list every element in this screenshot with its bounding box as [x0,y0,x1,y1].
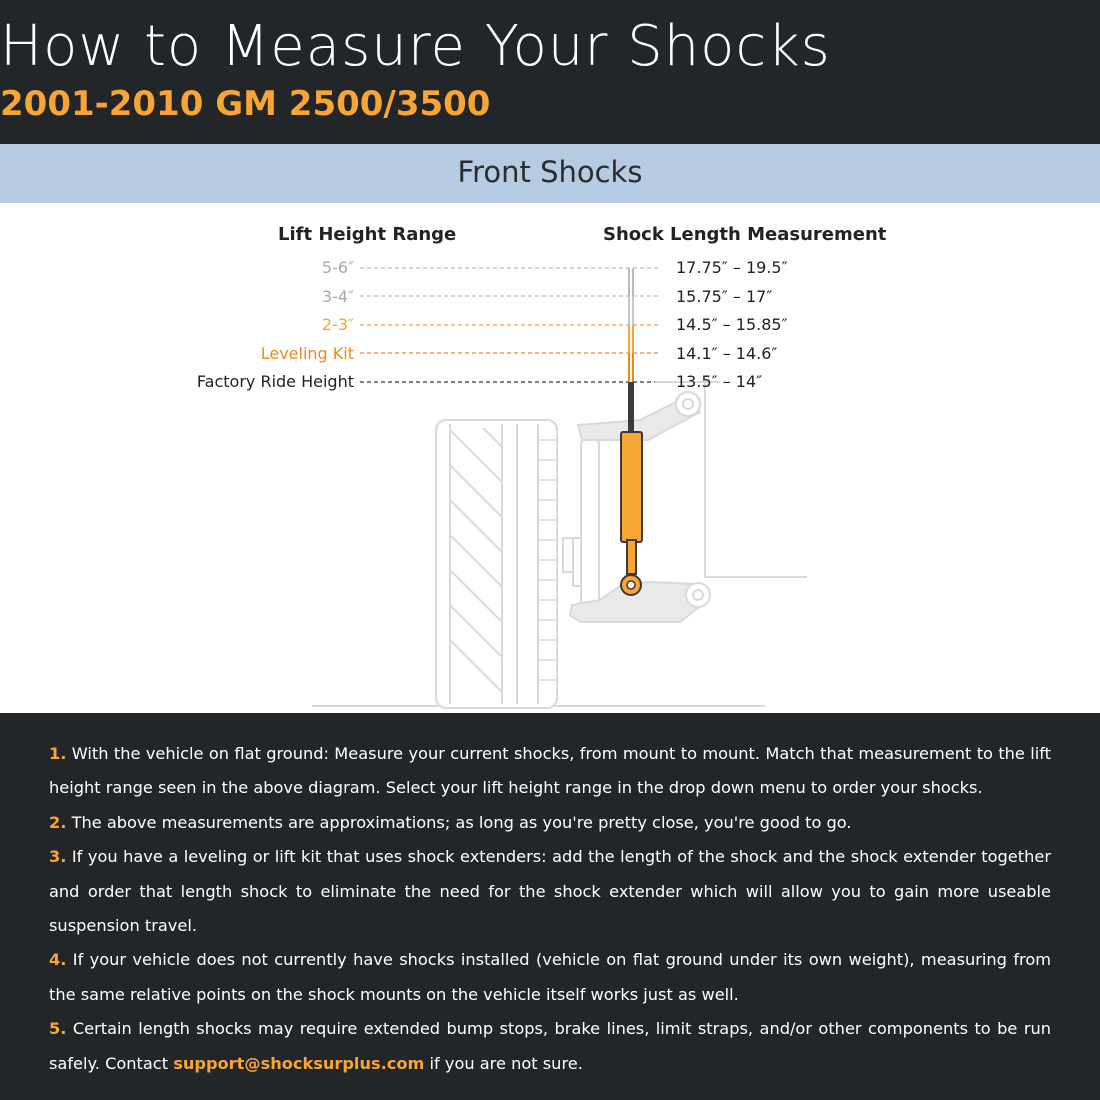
instructions-list [49,737,1051,1081]
shock-extension-marks [629,268,633,382]
instruction-3 [49,840,1051,943]
instruction-text: With the vehicle on flat ground: Measure your current shocks, from mount to mount. Match that measurement to the lift height range seen in the above diagram. Select your lift height range in the drop down menu to order your shocks. [49,744,1051,798]
hub-illustration [563,440,599,610]
shock-length-header: Shock Length Measurement [603,224,887,245]
shock-rod [628,382,634,434]
lift-label-factory: Factory Ride Height [196,372,354,391]
lift-height-header: Lift Height Range [278,224,457,245]
lift-label-5-6: 5-6″ [321,258,354,277]
instruction-number: 1. [49,744,67,763]
support-email-link[interactable]: support@shocksurplus.com [173,1053,425,1073]
page-title: How to Measure Your Shocks [0,14,831,79]
instruction-1 [49,737,1051,806]
lift-label-3-4: 3-4″ [321,287,354,306]
instruction-text: Certain length shocks may require extended bump stops, brake lines, limit straps, and/or other components to be run safely. Contact [49,1019,1051,1073]
instruction-number: 4. [49,950,67,970]
instruction-4 [49,943,1051,1012]
lift-label-2-3: 2-3″ [321,315,354,334]
instruction-number: 5. [49,1019,67,1039]
vehicle-subtitle: 2001-2010 GM 2500/3500 [0,84,491,124]
instruction-text: The above measurements are approximations; as long as you're pretty close, you're good to go. [66,812,852,832]
instruction-5 [49,1012,1051,1081]
instruction-text-end: if you are not sure. [424,1053,583,1073]
measurement-2-3: 14.5″ – 15.85″ [676,315,788,334]
tire-illustration [436,385,557,710]
measurement-3-4: 15.75″ – 17″ [676,287,773,306]
measurement-leveling-kit: 14.1″ – 14.6″ [676,344,778,363]
section-title: Front Shocks [457,155,643,189]
lift-label-leveling-kit: Leveling Kit [260,344,354,363]
measurement-factory: 13.5″ – 14″ [676,372,763,391]
shock-absorber [621,382,642,595]
instruction-text: If your vehicle does not currently have shocks installed (vehicle on flat ground under its own weight), measuring from the same relative points on the shock mounts on the vehicle itself works just as well. [49,950,1051,1004]
instruction-text: If you have a leveling or lift kit that uses shock extenders: add the length of the shock and the shock extender together and order that length shock to eliminate the need for the shock extender which will allow you to gain more useable suspension travel. [49,847,1051,936]
instruction-number: 2. [49,812,67,832]
shock-body [621,432,642,542]
instruction-number: 3. [49,847,67,867]
measurement-5-6: 17.75″ – 19.5″ [676,258,788,277]
guide-lines [360,268,661,382]
instruction-2 [49,806,1051,840]
shock-lower-stem [627,540,636,574]
